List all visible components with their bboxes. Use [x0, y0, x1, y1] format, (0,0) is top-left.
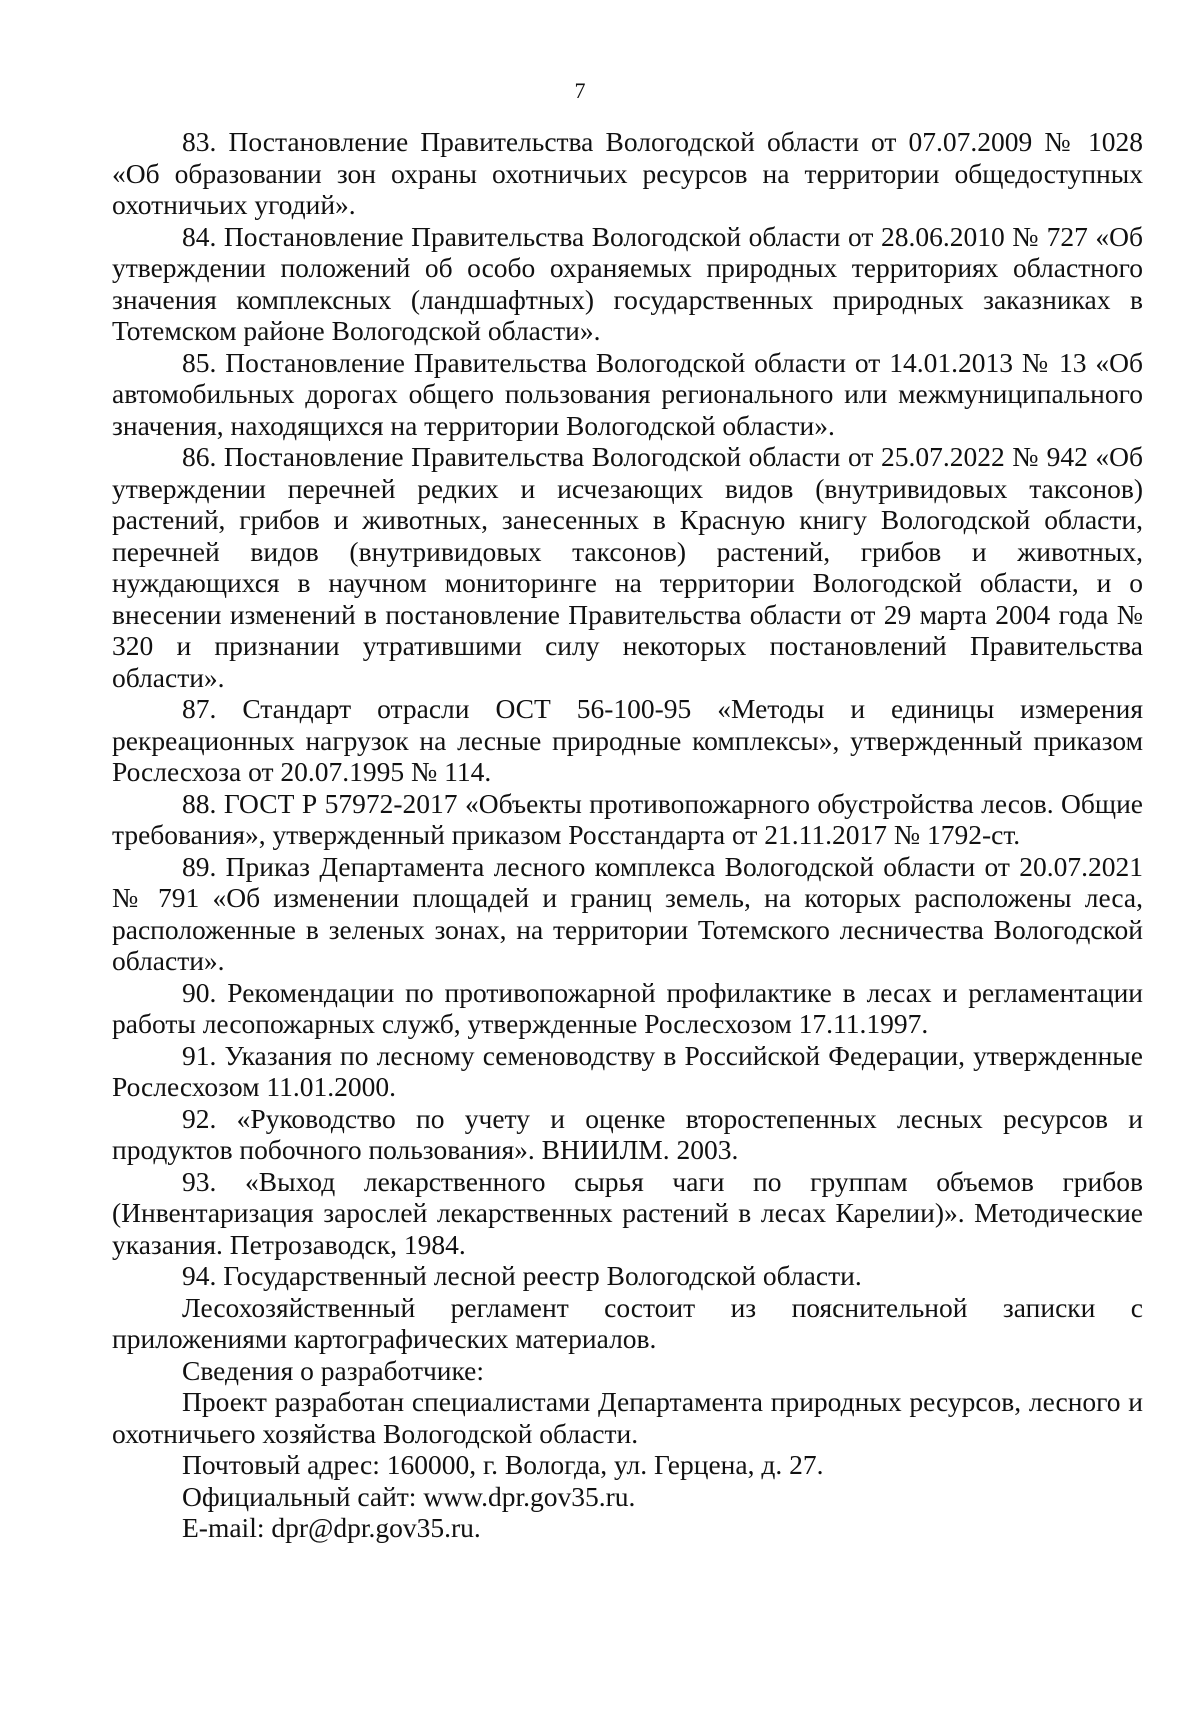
developer-heading: Сведения о разработчике:	[182, 1354, 485, 1386]
reference-item-86: 86. Постановление Правительства Вологодской области от 25.07.2022 № 942 «Об утверждении перечней редких и исчезающих видов (внутривидовых таксонов) растений, грибов и животных, занесенных в Красную книгу Вологодской области, перечней видов (внутривидовых таксонов) растений, грибов и животных, нуждающихся в научном мониторинге на территории Вологодской области, и о внесении изменений в постановление Правительства области от 29 марта 2004 года № 320 и признании утратившими силу некоторых постановлений Правительства области».	[112, 441, 1143, 693]
reference-item-85: 85. Постановление Правительства Вологодской области от 14.01.2013 № 13 «Об автомобильных дорогах общего пользования регионального или межмуниципального значения, находящихся на территории Вологодской области».	[112, 346, 1143, 441]
reference-item-88: 88. ГОСТ Р 57972-2017 «Объекты противопожарного обустройства лесов. Общие требования», утвержденный приказом Росстандарта от 21.11.2017 № 1792-ст.	[112, 787, 1143, 850]
reference-item-92: 92. «Руководство по учету и оценке второстепенных лесных ресурсов и продуктов побочного пользования». ВНИИЛМ. 2003.	[112, 1102, 1143, 1165]
reference-item-90: 90. Рекомендации по противопожарной профилактике в лесах и регламентации работы лесопожарных служб, утвержденные Рослесхозом 17.11.1997.	[112, 976, 1143, 1039]
reference-item-91: 91. Указания по лесному семеноводству в Российской Федерации, утвержденные Рослесхозом 11.01.2000.	[112, 1039, 1143, 1102]
contact-email: E-mail: dpr@dpr.gov35.ru.	[182, 1512, 481, 1543]
postal-address: Почтовый адрес: 160000, г. Вологда, ул. Герцена, д. 27.	[182, 1449, 824, 1480]
reference-item-87: 87. Стандарт отрасли ОСТ 56-100-95 «Методы и единицы измерения рекреационных нагрузок на лесные природные комплексы», утвержденный приказом Рослесхоза от 20.07.1995 № 114.	[112, 693, 1143, 787]
reference-item-94: 94. Государственный лесной реестр Вологодской области.	[182, 1260, 862, 1291]
reference-item-83: 83. Постановление Правительства Вологодской области от 07.07.2009 № 1028 «Об образовании зон охраны охотничьих ресурсов на территории общедоступных охотничьих угодий».	[112, 126, 1143, 220]
reference-item-89: 89. Приказ Департамента лесного комплекса Вологодской области от 20.07.2021 № 791 «Об изменении площадей и границ земель, на которых расположены леса, расположенные в зеленых зонах, на территории Тотемского лесничества Вологодской области».	[112, 850, 1143, 976]
document-body	[112, 126, 1143, 1544]
reference-item-93: 93. «Выход лекарственного сырья чаги по группам объемов грибов (Инвентаризация зарослей лекарственных растений в лесах Карелии)». Методические указания. Петрозаводск, 1984.	[112, 1165, 1143, 1260]
official-website: Официальный сайт: www.dpr.gov35.ru.	[182, 1480, 636, 1512]
page-number: 7	[574, 78, 586, 103]
reference-item-84: 84. Постановление Правительства Вологодской области от 28.06.2010 № 727 «Об утверждении положений об особо охраняемых природных территориях областного значения комплексных (ландшафтных) государственных природных заказниках в Тотемском районе Вологодской области».	[112, 220, 1143, 346]
structure-note: Лесохозяйственный регламент состоит из пояснительной записки с приложениями картографических материалов.	[112, 1291, 1143, 1354]
developer-text: Проект разработан специалистами Департамента природных ресурсов, лесного и охотничьего хозяйства Вологодской области.	[112, 1386, 1143, 1449]
